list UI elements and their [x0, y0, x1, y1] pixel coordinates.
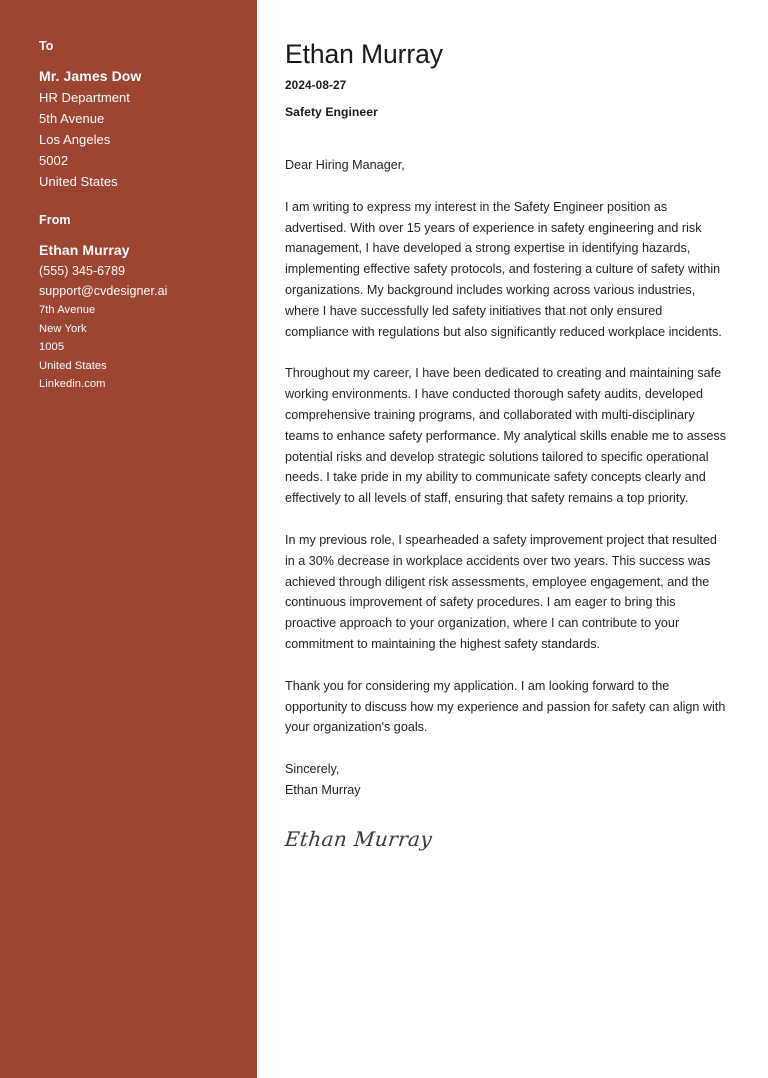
sender-phone[interactable]: (555) 345-6789	[39, 264, 126, 278]
sidebar-section-gap	[39, 192, 257, 213]
recipient-block	[39, 39, 257, 192]
sender-line-linkedin[interactable]: Linkedin.com	[39, 378, 106, 390]
letter-closing-name: Ethan Murray	[285, 782, 361, 797]
recipient-line-postcode: 5002	[39, 153, 69, 168]
recipient-heading: To	[39, 39, 54, 53]
sender-line-country: United States	[39, 359, 107, 372]
letter-paragraph-3: In my previous role, I spearheaded a safety improvement project that resulted in a 30% decrease in workplace accidents over two years. This success was achieved through diligent risk assessments, employee engagement, and the continuous improvement of safety procedures. I am eager to bring this proactive approach to your organization, where I can contribute to your commitment to maintaining the highest safety standards.	[285, 532, 717, 651]
recipient-line-street: 5th Avenue	[39, 111, 105, 126]
letter-title: Ethan Murray	[285, 39, 443, 69]
letter-salutation: Dear Hiring Manager,	[285, 158, 405, 172]
letter-closing: Sincerely,	[285, 762, 340, 777]
sender-name: Ethan Murray	[39, 242, 130, 258]
recipient-name: Mr. James Dow	[39, 68, 142, 84]
letter-closing-block	[285, 759, 728, 801]
letter-paragraph-4: Thank you for considering my application. I am looking forward to the opportunity to discuss how my experience and passion for safety can align with your organization's goals.	[285, 678, 726, 735]
letter-body	[257, 0, 768, 1078]
letter-date: 2024-08-27	[285, 78, 347, 92]
letter-paragraph-1: I am writing to express my interest in the Safety Engineer position as advertised. With over 15 years of experience in safety engineering and risk management, I have developed a strong expertise in identifying hazards, implementing effective safety protocols, and fostering a culture of safety within organizations. My background includes working across various industries, where I have successfully led safety initiatives that not only ensured compliance with regulations but also significantly reduced workplace incidents.	[285, 199, 722, 339]
signature-image: Ethan Murray	[283, 826, 434, 851]
recipient-line-country: United States	[39, 174, 118, 189]
sender-line-postcode: 1005	[39, 341, 65, 353]
letter-role: Safety Engineer	[285, 105, 378, 119]
sender-line-city: New York	[39, 322, 87, 335]
sender-email[interactable]: support@cvdesigner.ai	[39, 284, 168, 298]
letter-paragraph-2: Throughout my career, I have been dedicated to creating and maintaining safe working environments. I have conducted thorough safety audits, developed comprehensive training programs, and collaborated with multi-disciplinary teams to enhance safety performance. My analytical skills enable me to assess potential risks and develop strategic solutions tailored to specific operational needs. I take pride in my ability to communicate safety concepts clearly and effectively to all levels of staff, ensuring that safety remains a top priority.	[285, 366, 726, 506]
sidebar	[0, 0, 257, 1078]
sender-line-street: 7th Avenue	[39, 304, 96, 316]
recipient-line-department: HR Department	[39, 90, 130, 105]
sender-heading: From	[39, 213, 71, 227]
recipient-line-city: Los Angeles	[39, 132, 111, 147]
sender-block	[39, 213, 257, 394]
